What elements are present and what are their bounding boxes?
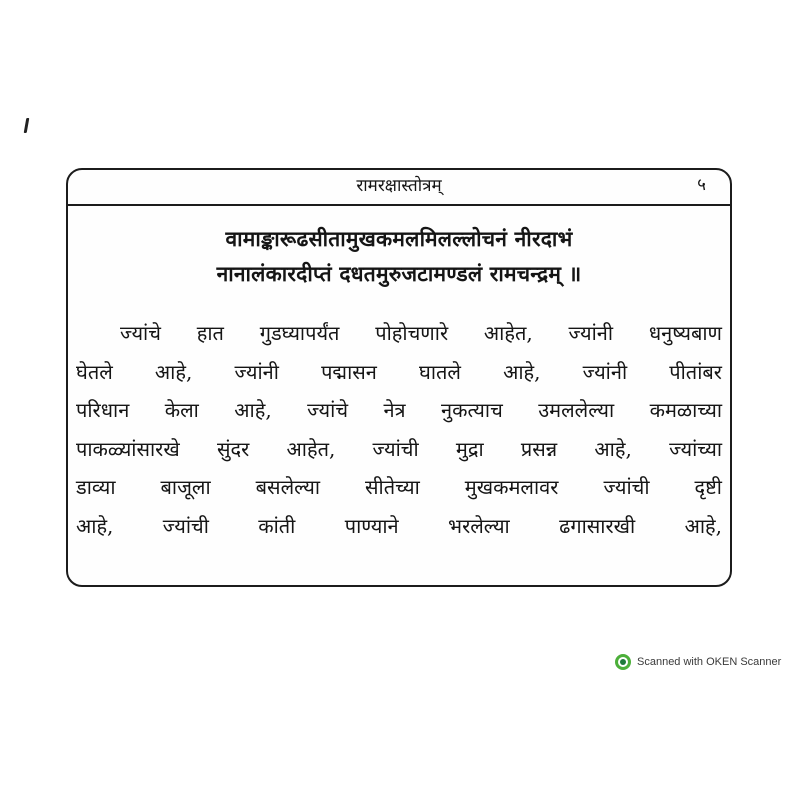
meaning-line: डाव्या बाजूला बसलेल्या सीतेच्या मुखकमलावर ज्यांची दृष्टी [76, 475, 722, 499]
running-title: रामरक्षास्तोत्रम् [356, 176, 442, 196]
meaning-line: आहे, ज्यांची कांती पाण्याने भरलेल्या ढगासारखी आहे, [76, 513, 722, 538]
page-frame [66, 168, 732, 587]
verse-line: नानालंकारदीप्तं दधतमुरुजटामण्डलं रामचन्द्रम् ॥ [216, 262, 582, 286]
marathi-meaning [76, 314, 722, 545]
scanner-watermark [615, 653, 781, 671]
meaning-line: परिधान केला आहे, ज्यांचे नेत्र नुकत्याच उमललेल्या कमळाच्या [76, 398, 722, 422]
meaning-line: घेतले आहे, ज्यांनी पद्मासन घातले आहे, ज्यांनी पीतांबर [76, 359, 722, 384]
page-edge-mark [24, 118, 30, 133]
meaning-line: ज्यांचे हात गुडघ्यापर्यंत पोहोचणारे आहेत, ज्यांनी धनुष्यबाण [120, 321, 722, 345]
verse-line: वामाङ्कारूढसीतामुखकमलमिलल्लोचनं नीरदाभं [225, 227, 573, 251]
sanskrit-verse [68, 222, 730, 292]
page-header [68, 170, 730, 206]
oken-scanner-logo-icon [615, 654, 631, 670]
page-number: ५ [697, 175, 706, 195]
scanner-watermark-text: Scanned with OKEN Scanner [637, 656, 782, 668]
meaning-line: पाकळ्यांसारखे सुंदर आहेत, ज्यांची मुद्रा प्रसन्न आहे, ज्यांच्या [76, 436, 722, 461]
